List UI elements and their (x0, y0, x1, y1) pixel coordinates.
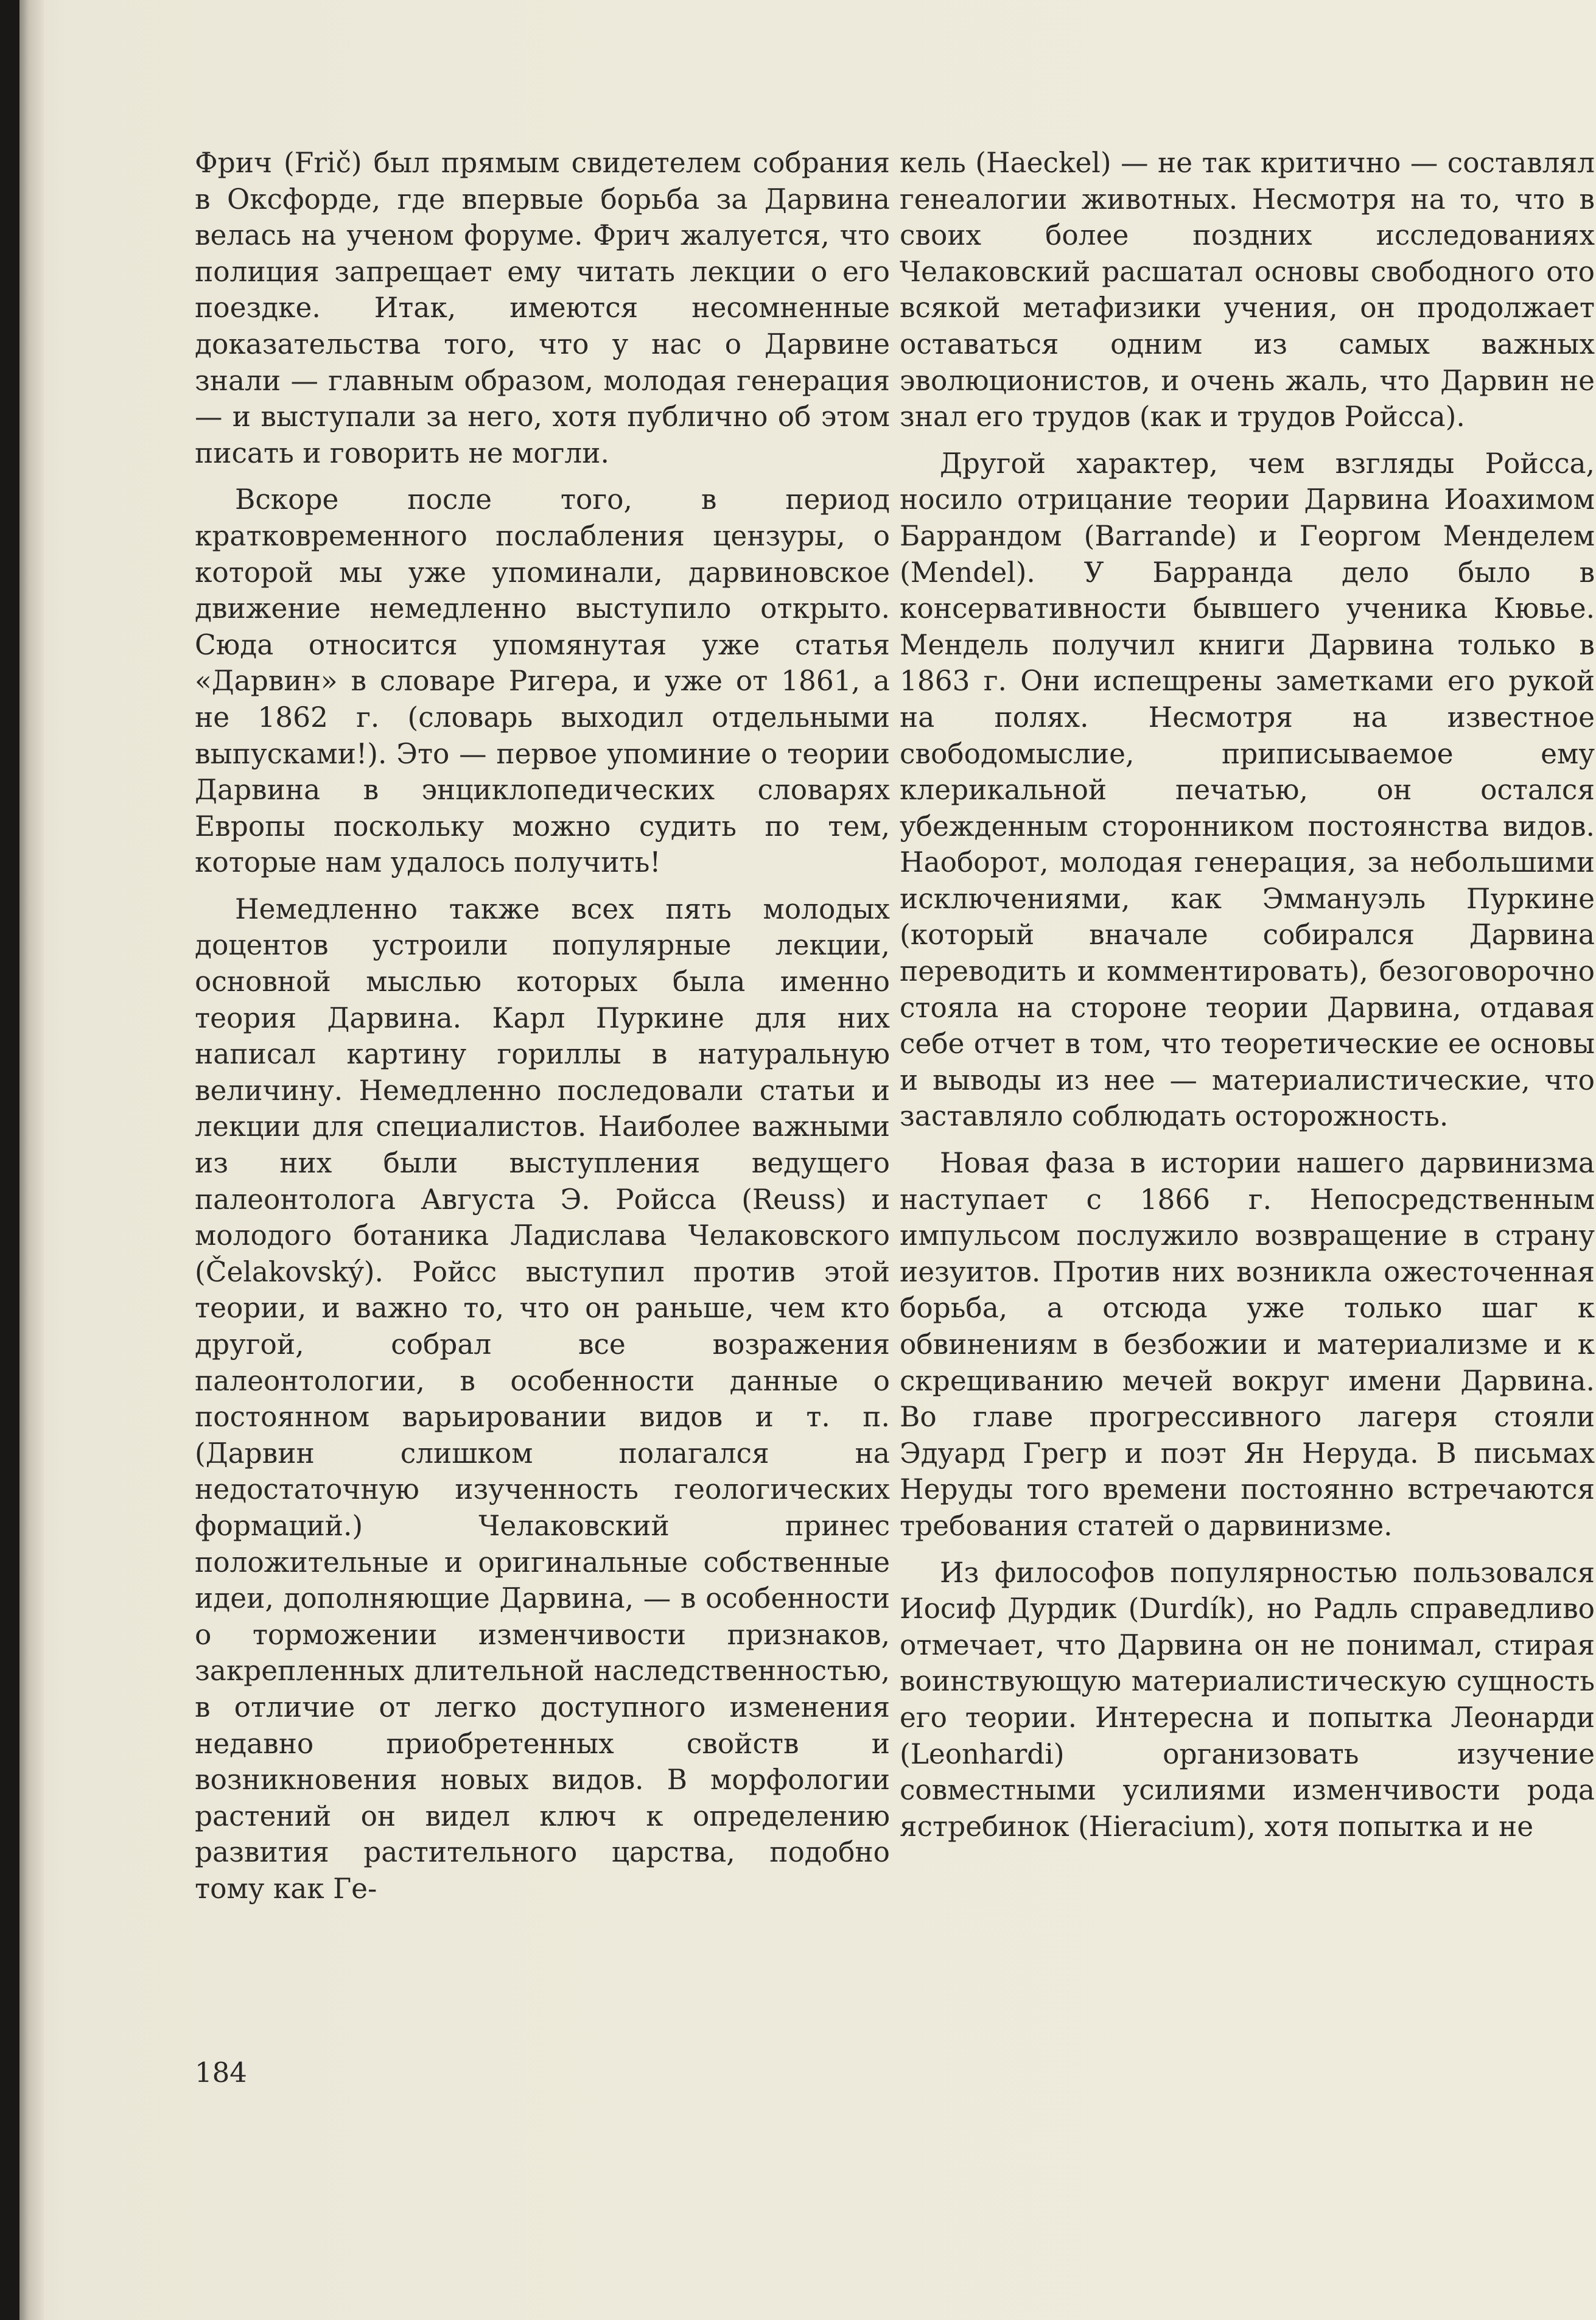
page-number: 184 (195, 2056, 247, 2089)
paragraph: Новая фаза в истории нашего дарвинизма наступает с 1866 г. Непосредственным импульсом послужило возвращение в страну иезуитов. Против них возникла ожесточенная борьба, а отсюда уже только шаг к обвинениям в безбожии и материализме и к скрещиванию мечей вокруг имени Дарвина. Во главе прогрессивного лагеря стояли Эдуард Грегр и поэт Ян Неруда. В письмах Неруды того времени постоянно встречаются требования статей о дарвинизме. (900, 1147, 1595, 1542)
right-text-column (900, 145, 1595, 1855)
paragraph: Другой характер, чем взгляды Ройсса, носило отрицание теории Дарвина Иоахимом Баррандом (Barrande) и Георгом Менделем (Mendel). У Барранда дело было в консервативности бывшего ученика Кювье. Мендель получил книги Дарвина только в 1863 г. Они испещрены заметками его рукой на полях. Несмотря на известное свободомыслие, приписываемое ему клерикальной печатью, он остался убежденным сторонником постоянства видов. Наоборот, молодая генерация, за небольшими исключениями, как Эммануэль Пуркине (который вначале собирался Дарвина переводить и комментировать), безоговорочно стояла на стороне теории Дарвина, отдавая себе отчет в том, что теоретические ее основы и выводы из нее — материалистические, что заставляло соблюдать осторожность. (900, 447, 1595, 1133)
paragraph: кель (Haeckel) — не так критично — составлял генеалогии животных. Несмотря на то, что в своих более поздних исследованиях Челаковский расшатал основы свободного ото всякой метафизики учения, он продолжает оставаться одним из самых важных эволюционистов, и очень жаль, что Дарвин не знал его трудов (как и трудов Ройсса). (900, 147, 1595, 433)
paragraph: Вскоре после того, в период кратковременного послабления цензуры, о которой мы уже упоминали, дарвиновское движение немедленно выступило открыто. Сюда относится упомянутая уже статья «Дарвин» в словаре Ригера, и уже от 1861, а не 1862 г. (словарь выходил отдельными выпусками!). Это — первое упоминие о теории Дарвина в энциклопедических словарях Европы поскольку можно судить по тем, которые нам удалось получить! (195, 483, 890, 879)
left-text-column (195, 145, 890, 1918)
page-binding-edge (19, 0, 44, 2320)
paragraph: Из философов популярностью пользовался Иосиф Дурдик (Durdík), но Радль справедливо отмечает, что Дарвина он не понимал, стирая воинствующую материалистическую сущность его теории. Интересна и попытка Леонарди (Leonhardi) организовать изучение совместными усилиями изменчивости рода ястребинок (Hieracium), хотя попытка и не (900, 1556, 1595, 1843)
paragraph: Фрич (Frič) был прямым свидетелем собрания в Оксфорде, где впервые борьба за Дарвина велась на ученом форуме. Фрич жалуется, что полиция запрещает ему читать лекции о его поездке. Итак, имеются несомненные доказательства того, что у нас о Дарвине знали — главным образом, молодая генерация — и выступали за него, хотя публично об этом писать и говорить не могли. (195, 147, 890, 469)
book-page (19, 0, 1596, 2320)
paragraph: Немедленно также всех пять молодых доцентов устроили популярные лекции, основной мыслью которых была именно теория Дарвина. Карл Пуркине для них написал картину гориллы в натуральную величину. Немедленно последовали статьи и лекции для специалистов. Наиболее важными из них были выступления ведущего палеонтолога Августа Э. Ройсса (Reuss) и молодого ботаника Ладислава Челаковского (Čelakovský). Ройсс выступил против этой теории, и важно то, что он раньше, чем кто другой, собрал все возражения палеонтологии, в особенности данные о постоянном варьировании видов и т. п. (Дарвин слишком полагался на недостаточную изученность геологических формаций.) Челаковский принес положительные и оригинальные собственные идеи, дополняющие Дарвина, — в особенности о торможении изменчивости признаков, закрепленных длительной наследственностью, в отличие от легко доступного изменения недавно приобретенных свойств и возникновения новых видов. В морфологии растений он видел ключ к определению развития растительного царства, подобно тому как Ге- (195, 892, 890, 1905)
